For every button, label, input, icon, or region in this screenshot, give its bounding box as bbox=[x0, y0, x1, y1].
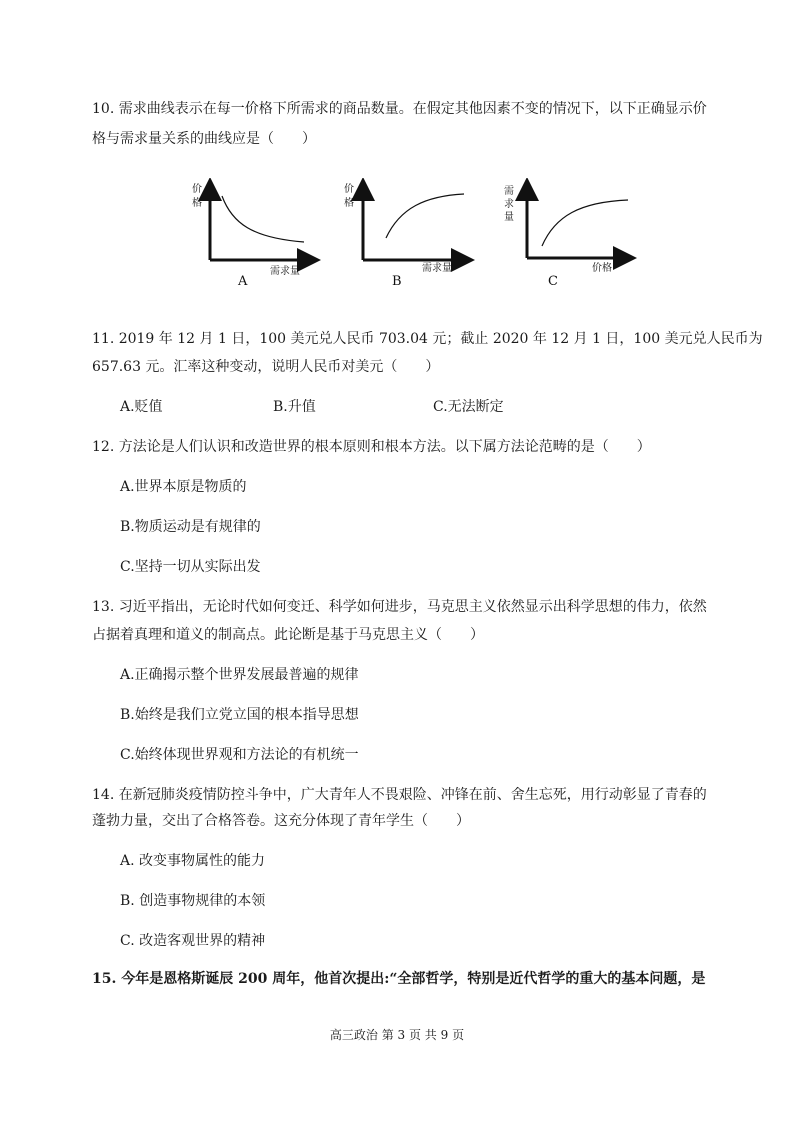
graph-c-ylabel: 需求量 bbox=[504, 186, 514, 223]
q13-line2: 占据着真理和道义的制高点。此论断是基于马克思主义（ ） bbox=[92, 627, 484, 643]
q15-line1: 15. 今年是恩格斯诞辰 200 周年，他首次提出:“全部哲学，特别是近代哲学的重大的基本问题，是 bbox=[92, 971, 706, 987]
graph-c-xlabel: 价格 bbox=[592, 263, 612, 274]
graph-c-label: C bbox=[548, 274, 558, 289]
q10-line1: 10. 需求曲线表示在每一价格下所需求的商品数量。在假定其他因素不变的情况下，以下正确显示价 bbox=[92, 101, 707, 117]
q13-line1: 13. 习近平指出，无论时代如何变迁、科学如何进步，马克思主义依然显示出科学思想的伟力，依然 bbox=[92, 599, 707, 615]
graph-a-label: A bbox=[238, 274, 248, 289]
graph-a-ylabel: 价格 bbox=[192, 184, 202, 209]
q13-option-c: C.始终体现世界观和方法论的有机统一 bbox=[120, 747, 359, 763]
q13-option-b: B.始终是我们立党立国的根本指导思想 bbox=[120, 707, 359, 723]
q14-line2: 蓬勃力量，交出了合格答卷。这充分体现了青年学生（ ） bbox=[92, 813, 470, 829]
q13-option-a: A.正确揭示整个世界发展最普遍的规律 bbox=[120, 667, 359, 683]
q11-option-c: C.无法断定 bbox=[433, 399, 504, 415]
q11-line2: 657.63 元。汇率这种变动，说明人民币对美元（ ） bbox=[92, 359, 440, 375]
q11-option-b: B.升值 bbox=[273, 399, 316, 415]
q14-option-a: A. 改变事物属性的能力 bbox=[120, 853, 266, 869]
q12-option-c: C.坚持一切从实际出发 bbox=[120, 559, 261, 575]
graph-a-curve bbox=[222, 196, 304, 242]
graph-b-xlabel: 需求量 bbox=[422, 263, 452, 274]
q11-option-a: A.贬值 bbox=[120, 399, 163, 415]
graph-b-ylabel: 价格 bbox=[344, 184, 354, 209]
graph-b-curve bbox=[386, 194, 464, 238]
page-footer: 高三政治 第 3 页 共 9 页 bbox=[329, 1028, 465, 1042]
q12-option-a: A.世界本原是物质的 bbox=[120, 479, 247, 495]
graph-b-label: B bbox=[392, 274, 402, 289]
graph-c bbox=[500, 178, 640, 290]
q11-line1: 11. 2019 年 12 月 1 日，100 美元兑人民币 703.04 元；截止 2020 年 12 月 1 日，100 美元兑人民币为 bbox=[92, 331, 763, 347]
graph-c-curve bbox=[542, 200, 628, 246]
graph-a-xlabel: 需求量 bbox=[270, 266, 300, 277]
q14-option-b: B. 创造事物规律的本领 bbox=[120, 893, 266, 909]
q14-line1: 14. 在新冠肺炎疫情防控斗争中，广大青年人不畏艰险、冲锋在前、舍生忘死，用行动彰显了青春的 bbox=[92, 787, 707, 803]
q12-line1: 12. 方法论是人们认识和改造世界的根本原则和根本方法。以下属方法论范畴的是（ ） bbox=[92, 439, 651, 455]
graph-b bbox=[340, 178, 480, 290]
q12-option-b: B.物质运动是有规律的 bbox=[120, 519, 261, 535]
q14-option-c: C. 改造客观世界的精神 bbox=[120, 933, 266, 949]
q10-line2: 格与需求量关系的曲线应是（ ） bbox=[92, 131, 316, 147]
graph-a bbox=[190, 178, 325, 290]
